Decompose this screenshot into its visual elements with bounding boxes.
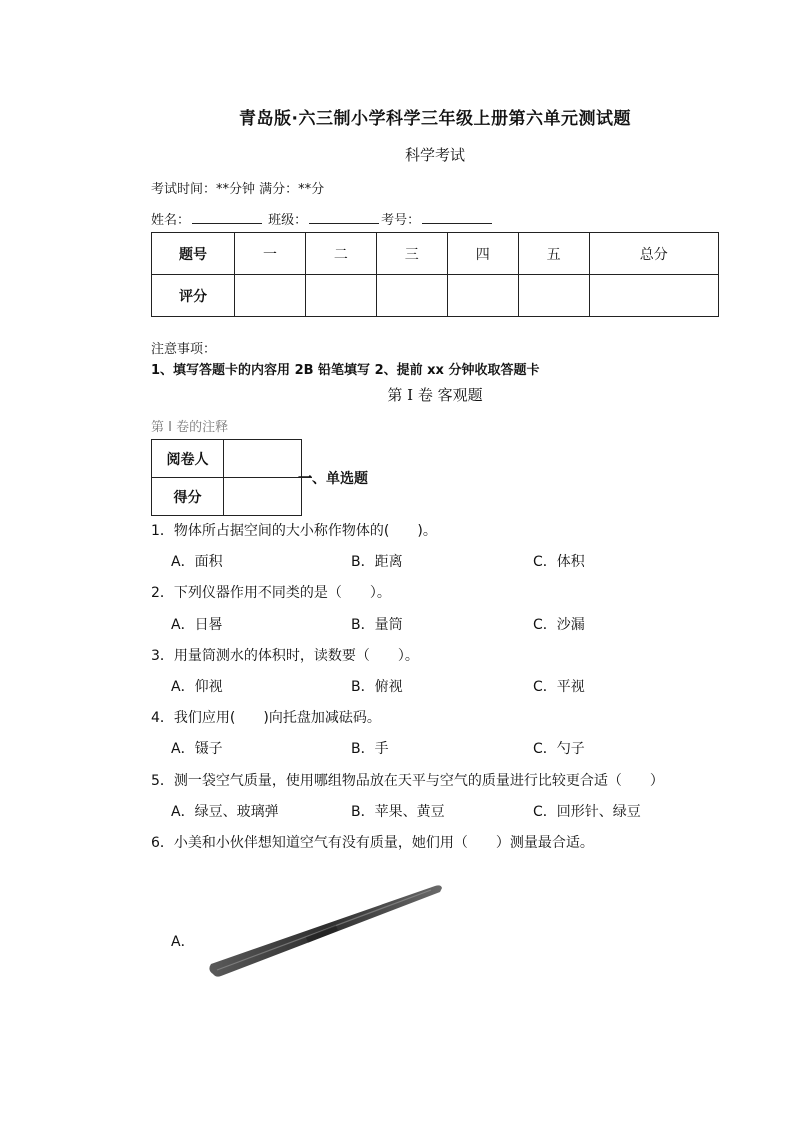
student-info-line: [151, 209, 494, 228]
score-cell[interactable]: [447, 275, 518, 317]
class-label: 班级：: [268, 213, 308, 228]
question-stem: 6．小美和小伙伴想知道空气有没有质量，她们用（ ）测量最合适。: [151, 835, 594, 851]
reviewer-label: 阅卷人: [152, 440, 224, 478]
score-cell[interactable]: [305, 275, 376, 317]
option-c[interactable]: C．体积: [533, 554, 585, 570]
page-subtitle: 科学考试: [404, 146, 465, 164]
option-a[interactable]: A．仰视: [171, 679, 223, 695]
name-blank[interactable]: [192, 211, 262, 224]
option-b[interactable]: B．量筒: [351, 617, 403, 633]
part1-note: 第 I 卷的注释: [151, 420, 229, 435]
section-title-text: 一、单选题: [298, 471, 368, 487]
option-c[interactable]: C．平视: [533, 679, 585, 695]
exam-info: 考试时间：**分钟 满分：**分: [151, 182, 325, 197]
score-row-label: 评分: [152, 275, 235, 317]
score-header-cell: 五: [518, 233, 589, 275]
option-a[interactable]: A．镊子: [171, 741, 223, 757]
score-table: [151, 232, 719, 317]
notes-text: 1、填写答题卡的内容用 2B 铅笔填写 2、提前 xx 分钟收取答题卡: [151, 363, 540, 378]
grader-table: [151, 439, 302, 516]
name-label: 姓名：: [151, 213, 191, 228]
grader-score-label: 得分: [152, 478, 224, 516]
score-table-header-row: [152, 233, 719, 275]
score-header-cell: 一: [235, 233, 306, 275]
option-b[interactable]: B．俯视: [351, 679, 403, 695]
score-cell[interactable]: [518, 275, 589, 317]
option-b[interactable]: B．距离: [351, 554, 403, 570]
part1-title: 第 I 卷 客观题: [387, 386, 483, 404]
notes-label: 注意事项：: [151, 342, 217, 357]
score-header-cell: 题号: [152, 233, 235, 275]
question-stem: 1．物体所占据空间的大小称作物体的( )。: [151, 523, 437, 539]
class-blank[interactable]: [309, 211, 379, 224]
option-c[interactable]: C．沙漏: [533, 617, 585, 633]
score-cell[interactable]: [589, 275, 718, 317]
question-stem: 4．我们应用( )向托盘加减砝码。: [151, 710, 381, 726]
grader-score-cell[interactable]: [224, 478, 302, 516]
page-title: 青岛版·六三制小学科学三年级上册第六单元测试题: [239, 109, 631, 129]
option-b[interactable]: B．手: [351, 741, 389, 757]
score-cell[interactable]: [235, 275, 306, 317]
score-header-cell: 四: [447, 233, 518, 275]
number-blank[interactable]: [422, 211, 492, 224]
score-header-cell: 三: [376, 233, 447, 275]
section-title: [298, 468, 368, 488]
option-c[interactable]: C．回形针、绿豆: [533, 804, 641, 820]
option-a[interactable]: A．: [171, 934, 195, 950]
option-c[interactable]: C．勺子: [533, 741, 585, 757]
reviewer-cell[interactable]: [224, 440, 302, 478]
score-header-cell: 二: [305, 233, 376, 275]
question-stem: 5．测一袋空气质量，使用哪组物品放在天平与空气的质量进行比较更合适（ ）: [151, 773, 664, 789]
score-table-score-row: [152, 275, 719, 317]
option-a[interactable]: A．面积: [171, 554, 223, 570]
rod-image: [195, 878, 450, 988]
option-a[interactable]: A．绿豆、玻璃弹: [171, 804, 279, 820]
question-stem: 3．用量筒测水的体积时，读数要（ ）。: [151, 648, 419, 664]
option-a[interactable]: A．日晷: [171, 617, 223, 633]
number-label: 考号：: [381, 213, 421, 228]
score-header-cell: 总分: [589, 233, 718, 275]
score-cell[interactable]: [376, 275, 447, 317]
question-stem: 2．下列仪器作用不同类的是（ ）。: [151, 585, 391, 601]
option-b[interactable]: B．苹果、黄豆: [351, 804, 445, 820]
